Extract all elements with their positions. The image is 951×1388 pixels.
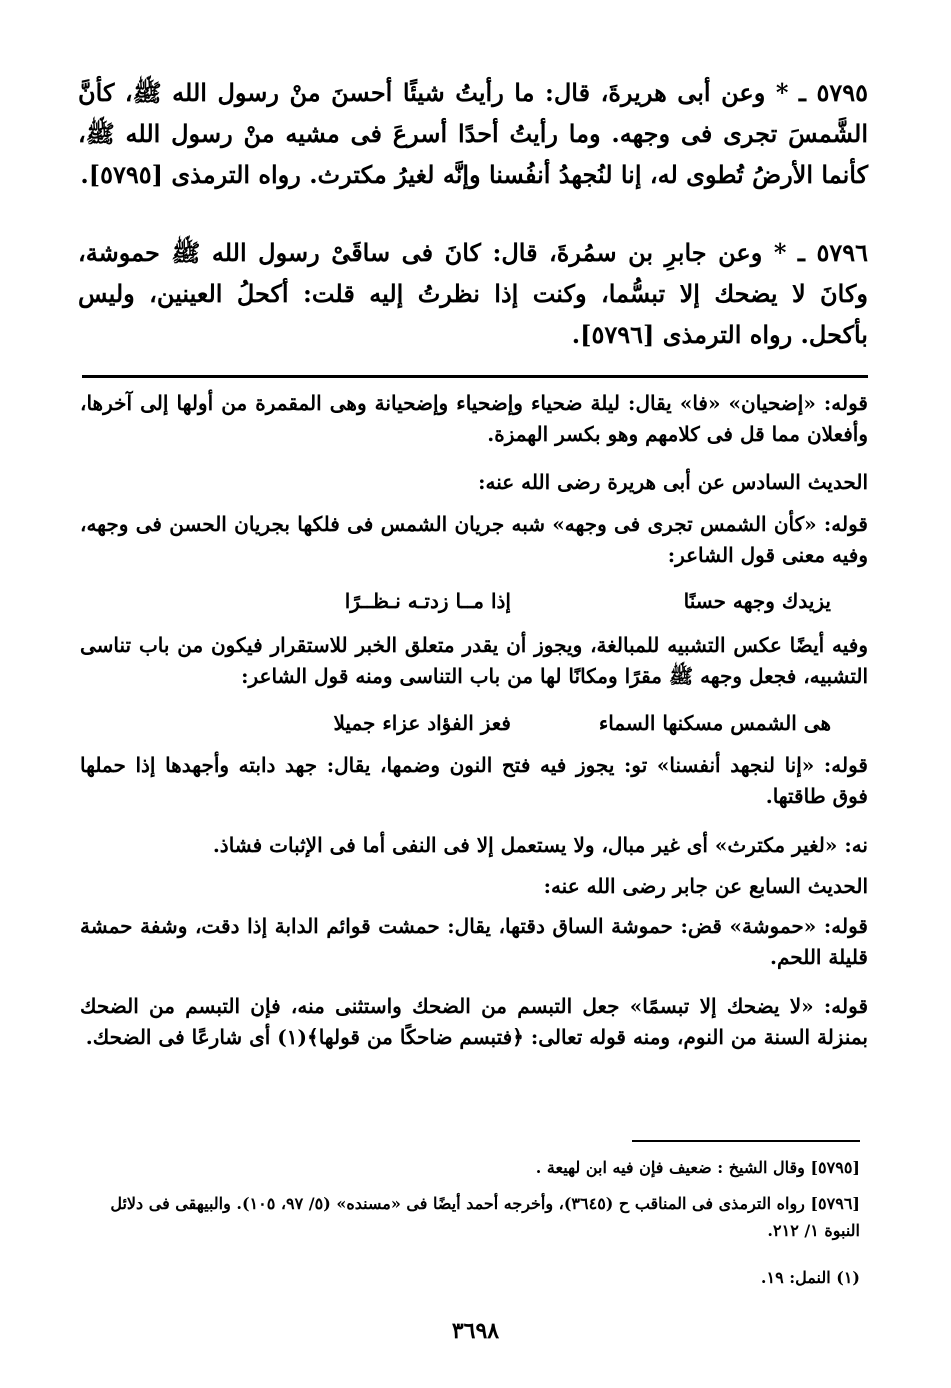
commentary-heading-seventh: الحديث السابع عن جابر رضى الله عنه: <box>543 874 868 898</box>
verse-1-first-hemistich: يزيدك وجهه حسنًا <box>683 589 831 613</box>
footnote-5795: [٥٧٩٥] وقال الشيخ : ضعيف فإن فيه ابن لهيعة . <box>535 1158 860 1177</box>
commentary-heading-sixth: الحديث السادس عن أبى هريرة رضى الله عنه: <box>478 470 868 494</box>
verse-2-first-hemistich: هى الشمس مسكنها السماء <box>598 711 831 735</box>
verse-1-second-hemistich: إذا مــا زدتـه نـظــرًا <box>344 589 511 613</box>
commentary-shams: قوله: «كأن الشمس تجرى فى وجهه» شبه جريان الشمس فى فلكها بجريان الحسن فى وجهه، وفيه معنى قول الشاعر: <box>80 512 868 567</box>
hadith-5796: ٥٧٩٦ ـ * وعن جابرِ بن سمُرةَ، قال: كانَ فى ساقَىْ رسول الله ﷺ حموشة، وكانَ لا يضحك إلا تبسُّما، وكنت إذا نظرتُ إليه قلت: أكحلُ العينين، وليس بأكحل. رواه الترمذى [٥٧٩٦]. <box>78 238 868 349</box>
verse-2-second-hemistich: فعز الفؤاد عزاء جميلا <box>333 711 511 735</box>
footnote-divider <box>632 1140 860 1142</box>
footnote-5796: [٥٧٩٦] رواه الترمذى فى المناقب ح (٣٦٤٥)، وأخرجه أحمد أيضًا فى «مسنده» (٥/ ٩٧، ١٠٥). والبيهقى فى دلائل النبوة ١/ ٢١٢. <box>110 1194 860 1240</box>
section-divider <box>82 375 868 378</box>
page-number: ٣٦٩٨ <box>451 1318 500 1344</box>
commentary-najhad: قوله: «إنا لنجهد أنفسنا» تو: يجوز فيه فتح النون وضمها، يقال: جهد دابته وأجهدها إذا حملها فوق طاقتها. <box>80 753 868 808</box>
commentary-muktarith: نه: «لغير مكترث» أى غير مبال، ولا يستعمل إلا فى النفى أما فى الإثبات فشاذ. <box>212 833 868 857</box>
commentary-tabassum: قوله: «لا يضحك إلا تبسمًا» جعل التبسم من الضحك واستثنى منه، فإن التبسم من الضحك بمنزلة السنة من النوم، ومنه قوله تعالى: ﴿فتبسم ضاحكًا من قولها﴾(١) أى شارعًا فى الضحك. <box>80 994 868 1049</box>
commentary-idhiyan: قوله: «إضحيان» «فا» يقال: ليلة ضحياء وإضحياء وإضحيانة وهى المقمرة من أولها إلى آخرها، وأفعلان مما قل فى كلامهم وهو بكسر الهمزة. <box>80 391 868 446</box>
footnote-1-quran-ref: (١) النمل: ١٩. <box>760 1268 860 1287</box>
commentary-tashbih: وفيه أيضًا عكس التشبيه للمبالغة، ويجوز أن يقدر متعلق الخبر للاستقرار فيكون من باب تناسى التشبيه، فجعل وجهه ﷺ مقرًا ومكانًا لها من باب التناسى ومنه قول الشاعر: <box>80 633 868 688</box>
hadith-5795: ٥٧٩٥ ـ * وعن أبى هريرةَ، قال: ما رأيتُ شيئًا أحسنَ منْ رسول الله ﷺ، كأنَّ الشَّمسَ تجرى فى وجهه. وما رأيتُ أحدًا أسرعَ فى مشيه منْ رسول الله ﷺ، كأنما الأرضُ تُطوى له، إنا لنُجهدُ أنفُسنا وإنَّه لغيرُ مكترث. رواه الترمذى [٥٧٩٥]. <box>78 78 868 189</box>
commentary-humusha: قوله: «حموشة» قض: حموشة الساق دقتها، يقال: حمشت قوائم الدابة إذا دقت، وشفة حمشة قليلة اللحم. <box>80 914 868 969</box>
